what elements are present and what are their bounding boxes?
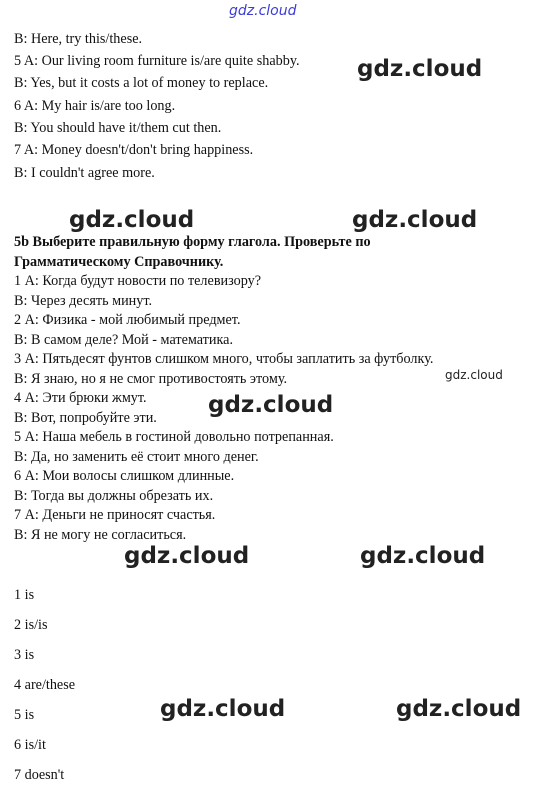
watermark: gdz.cloud — [445, 368, 503, 382]
text-line: 1 А: Когда будут новости по телевизору? — [14, 273, 262, 289]
text-line: B: You should have it/them cut then. — [14, 120, 222, 136]
text-line: 6 А: Мои волосы слишком длинные. — [14, 468, 235, 484]
text-line: В: Через десять минут. — [14, 293, 153, 309]
watermark: gdz.cloud — [352, 207, 478, 233]
watermark: gdz.cloud — [208, 392, 334, 418]
text-line: 4 А: Эти брюки жмут. — [14, 390, 147, 406]
answer-item: 1 is — [14, 587, 35, 603]
watermark: gdz.cloud — [124, 543, 250, 569]
watermark: gdz.cloud — [160, 696, 286, 722]
text-line: В: Я знаю, но я не смог противостоять этому. — [14, 371, 288, 387]
text-line: 5 A: Our living room furniture is/are quite shabby. — [14, 53, 300, 69]
text-line: В: В самом деле? Мой - математика. — [14, 332, 233, 348]
text-line: В: Тогда вы должны обрезать их. — [14, 488, 214, 504]
text-line: В: Я не могу не согласиться. — [14, 527, 187, 543]
text-line: B: Yes, but it costs a lot of money to replace. — [14, 75, 269, 91]
text-line: В: Вот, попробуйте эти. — [14, 410, 157, 426]
text-line: 2 А: Физика - мой любимый предмет. — [14, 312, 241, 328]
answer-item: 6 is/it — [14, 737, 46, 753]
answer-item: 4 are/these — [14, 677, 76, 693]
task-heading: 5b Выберите правильную форму глагола. Проверьте по — [14, 234, 371, 250]
text-line: B: I couldn't agree more. — [14, 165, 155, 181]
text-line: 7 А: Деньги не приносят счастья. — [14, 507, 216, 523]
watermark: gdz.cloud — [360, 543, 486, 569]
answer-item: 5 is — [14, 707, 35, 723]
text-line: 7 A: Money doesn't/don't bring happiness. — [14, 142, 254, 158]
watermark: gdz.cloud — [357, 56, 483, 82]
text-line: 3 А: Пятьдесят фунтов слишком много, чтобы заплатить за футболку. — [14, 351, 434, 367]
text-line: B: Here, try this/these. — [14, 31, 143, 47]
answer-item: 2 is/is — [14, 617, 48, 633]
text-line: 5 А: Наша мебель в гостиной довольно потрепанная. — [14, 429, 334, 445]
watermark: gdz.cloud — [69, 207, 195, 233]
answer-item: 7 doesn't — [14, 767, 65, 783]
watermark: gdz.cloud — [396, 696, 522, 722]
watermark-top: gdz.cloud — [229, 3, 297, 19]
task-heading: Грамматическому Справочнику. — [14, 254, 224, 270]
text-line: В: Да, но заменить её стоит много денег. — [14, 449, 259, 465]
answer-item: 3 is — [14, 647, 35, 663]
text-line: 6 A: My hair is/are too long. — [14, 98, 176, 114]
